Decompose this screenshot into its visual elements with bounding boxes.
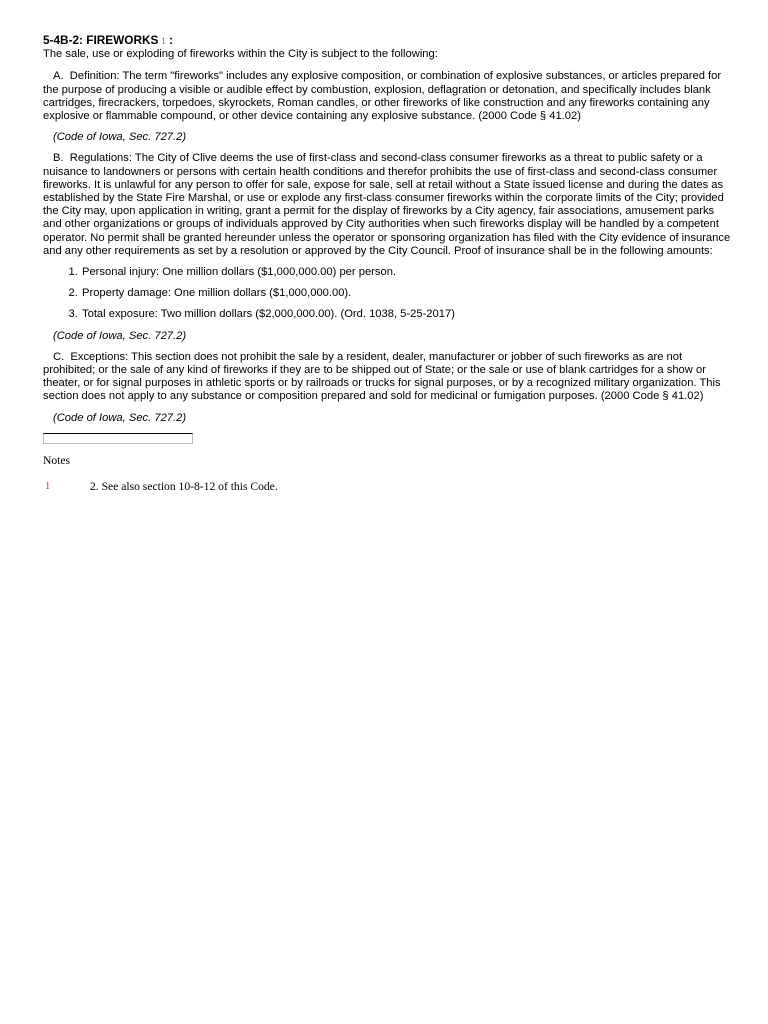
document-page — [43, 34, 733, 493]
notes-heading: Notes — [43, 453, 71, 467]
section-title — [43, 34, 733, 48]
insurance-amounts-list — [43, 266, 733, 322]
footnote-number[interactable]: 1 — [45, 481, 51, 493]
footnote-item — [43, 480, 733, 493]
section-intro: The sale, use or exploding of fireworks within the City is subject to the following: — [43, 48, 438, 61]
paragraph-c-text: C. Exceptions: This section does not prohibit the sale by a resident, dealer, manufacturer or jobber of such fireworks as are not prohibited; or the sale of any kind of fireworks if they are to be shipped out of State; or the sale or use of blank cartridges for a show or theater, or for signal purposes in athletic sports or by railroads or trucks for signal purposes, or by a recognized military organization. This section does not apply to any substance or composition prepared and sold for medicinal or fumigation purposes. (2000 Code § 41.02) — [43, 350, 721, 403]
paragraph-a-definition — [43, 70, 733, 123]
citation-c: (Code of Iowa, Sec. 727.2) — [53, 411, 187, 424]
paragraph-b-regulations — [43, 152, 733, 258]
paragraph-a-text: A. Definition: The term "fireworks" includes any explosive composition, or combination of explosive substances, or articles prepared for the purpose of producing a visible or audible effect by combustion, explosion, deflagration or detonation, and specifically includes blank cartridges, firecrackers, torpedoes, skyrockets, Roman candles, or other fireworks of like construction and any fireworks containing any explosive or flammable compound, or other device containing any explosive substance. (2000 Code § 41.02) — [43, 70, 722, 123]
list-item: 2. Property damage: One million dollars ($1,000,000.00). — [81, 287, 733, 300]
paragraph-b-text: B. Regulations: The City of Clive deems the use of first-class and second-class consumer fireworks as a threat to public safety or a nuisance to landowners or persons with certain health conditions and therefor prohibits the use of first-class and second-class consumer fireworks. It is unlawful for any person to offer for sale, expose for sale, sell at retail without a State issued license and during the dates as established by the State Fire Marshal, or use or explode any first-class consumer fireworks within the corporate limits of the City; provided the City may, upon application in writing, grant a permit for the display of fireworks by a City agency, fair associations, amusement parks and other organizations or groups of individuals approved by City authorities when such fireworks display will be handled by a competent operator. No permit shall be granted hereunder unless the operator or sponsoring organization has filed with the City evidence of insurance and any other requirements as set by a resolution or approved by the City Council. Proof of insurance shall be in the following amounts: — [43, 152, 731, 257]
list-item: 3. Total exposure: Two million dollars ($2,000,000.00). (Ord. 1038, 5-25-2017) — [81, 308, 733, 321]
paragraph-c-exceptions — [43, 351, 733, 404]
citation-b: (Code of Iowa, Sec. 727.2) — [53, 329, 187, 342]
footnote-reference-link[interactable]: 1 — [161, 36, 166, 46]
footnote-text: 2. See also section 10-8-12 of this Code. — [90, 480, 278, 494]
section-title-suffix: : — [165, 33, 174, 47]
citation-a: (Code of Iowa, Sec. 727.2) — [53, 131, 187, 144]
list-item: 1. Personal injury: One million dollars ($1,000,000.00) per person. — [81, 266, 733, 279]
notes-divider — [43, 433, 193, 444]
section-title-text: 5-4B-2: FIREWORKS — [43, 33, 159, 47]
